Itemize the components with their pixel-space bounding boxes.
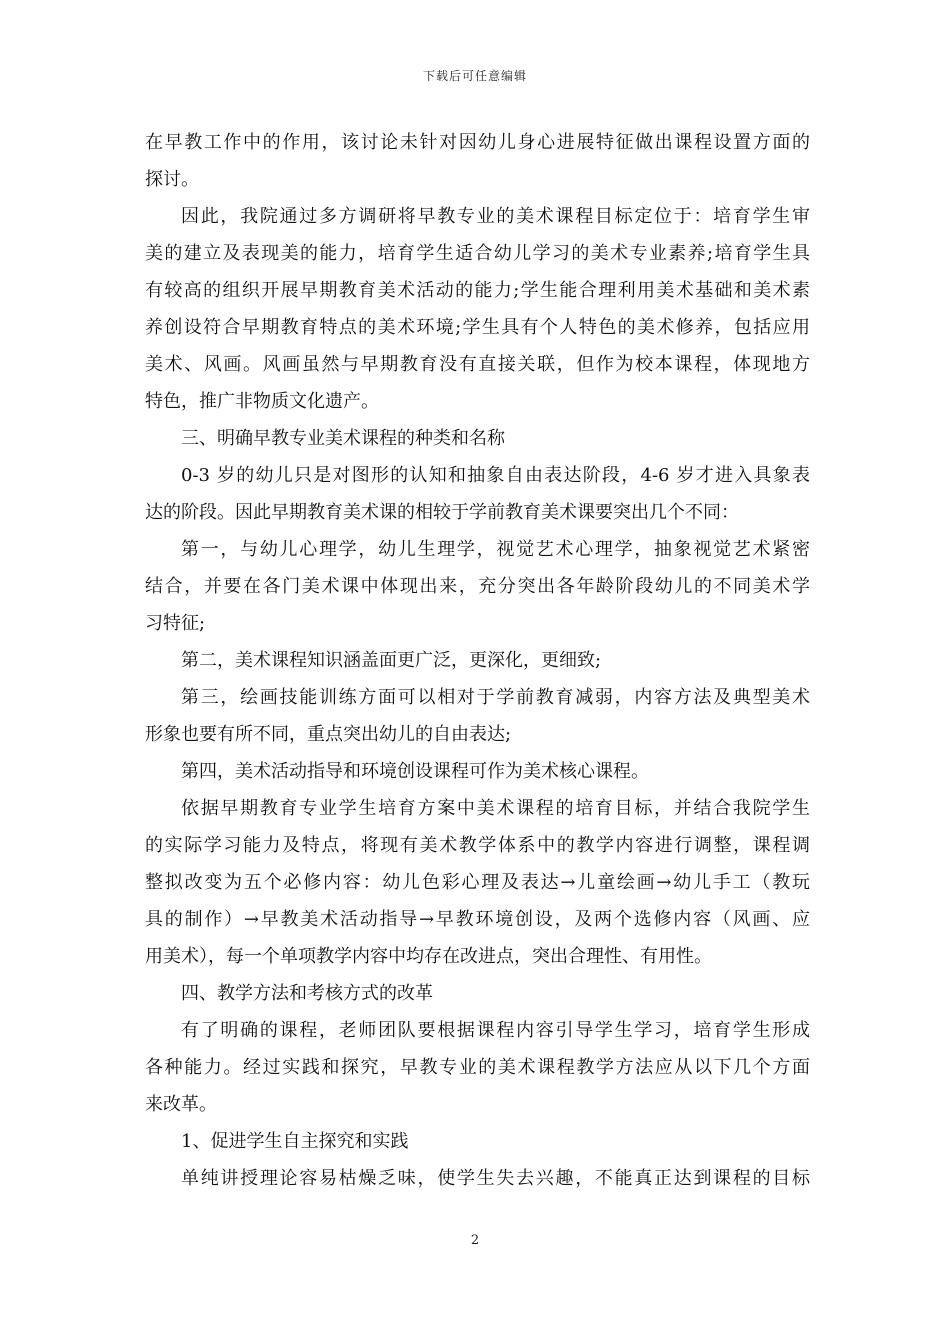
- text-line: 来改革。: [145, 1094, 217, 1115]
- text-line: 在早教工作中的作用，该讨论未针对因幼儿身心进展特征做出课程设置方面的: [145, 132, 810, 153]
- text-line: 各种能力。经过实践和探究，早教专业的美术课程教学方法应从以下几个方面: [145, 1057, 810, 1078]
- text-line: 四、教学方法和考核方式的改革: [181, 983, 433, 1004]
- page-header: 下载后可任意编辑: [422, 69, 527, 83]
- text-line: 有较高的组织开展早期教育美术活动的能力;学生能合理利用美术基础和美术素: [145, 280, 810, 301]
- text-line: 美术、风画。风画虽然与早期教育没有直接关联，但作为校本课程，体现地方: [145, 354, 810, 375]
- text-line: 达的阶段。因此早期教育美术课的相较于学前教育美术课要突出几个不同：: [145, 502, 739, 523]
- text-line: 的实际学习能力及特点，将现有美术教学体系中的教学内容进行调整，课程调: [145, 835, 810, 856]
- text-line: 第一，与幼儿心理学，幼儿生理学，视觉艺术心理学，抽象视觉艺术紧密: [181, 539, 810, 560]
- text-line: 三、明确早教专业美术课程的种类和名称: [181, 428, 505, 449]
- text-line: 第三，绘画技能训练方面可以相对于学前教育减弱，内容方法及典型美术: [181, 687, 810, 708]
- text-line: 单纯讲授理论容易枯燥乏味，使学生失去兴趣，不能真正达到课程的目标: [181, 1168, 810, 1189]
- text-line: 特色，推广非物质文化遗产。: [145, 391, 379, 412]
- text-line: 整拟改变为五个必修内容：幼儿色彩心理及表达→儿童绘画→幼儿手工（教玩: [145, 872, 810, 893]
- text-line: 养创设符合早期教育特点的美术环境;学生具有个人特色的美术修养，包括应用: [145, 317, 810, 338]
- text-line: 具的制作）→早教美术活动指导→早教环境创设，及两个选修内容（风画、应: [145, 909, 810, 930]
- text-line: 第二，美术课程知识涵盖面更广泛，更深化，更细致;: [181, 650, 602, 671]
- document-body: [145, 124, 810, 1197]
- text-line: 美的建立及表现美的能力，培育学生适合幼儿学习的美术专业素养;培育学生具: [145, 243, 810, 264]
- page-number: 2: [470, 1233, 480, 1248]
- text-line: 因此，我院通过多方调研将早教专业的美术课程目标定位于：培育学生审: [181, 206, 810, 227]
- text-line: 第四，美术活动指导和环境创设课程可作为美术核心课程。: [181, 761, 649, 782]
- text-line: 有了明确的课程，老师团队要根据课程内容引导学生学习，培育学生形成: [181, 1020, 810, 1041]
- text-line: 结合，并要在各门美术课中体现出来，充分突出各年龄阶段幼儿的不同美术学: [145, 576, 810, 597]
- text-line: 1、促进学生自主探究和实践: [181, 1131, 409, 1152]
- text-line: 用美术），每一个单项教学内容中均存在改进点，突出合理性、有用性。: [145, 946, 712, 967]
- text-line: 依据早期教育专业学生培育方案中美术课程的培育目标，并结合我院学生: [181, 798, 810, 819]
- text-line: 习特征;: [145, 613, 206, 634]
- text-line: 形象也要有所不同，重点突出幼儿的自由表达;: [145, 724, 512, 745]
- text-line: 0-3 岁的幼儿只是对图形的认知和抽象自由表达阶段，4-6 岁才进入具象表: [181, 465, 810, 486]
- text-line: 探讨。: [145, 169, 199, 190]
